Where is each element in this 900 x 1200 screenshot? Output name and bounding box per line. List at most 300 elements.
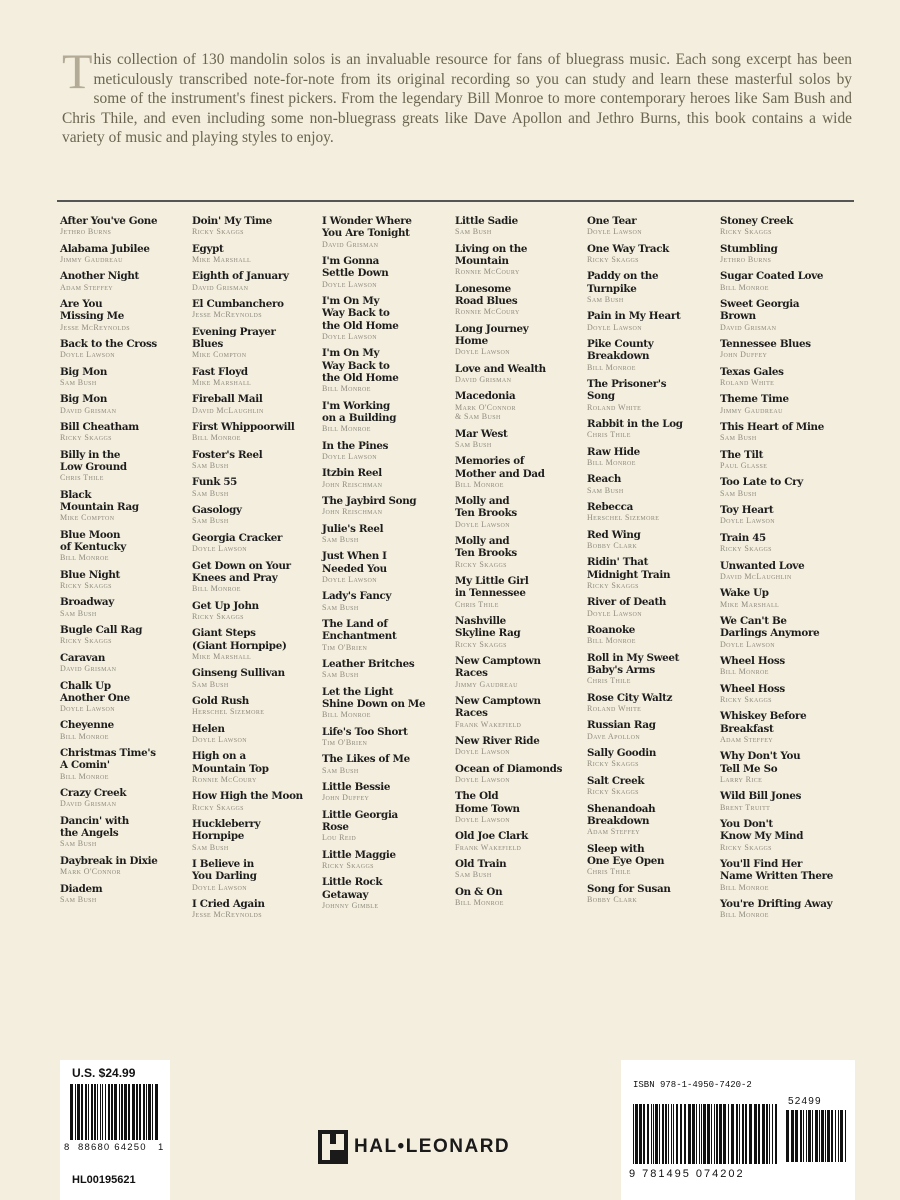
song-title: The Tilt <box>720 448 764 461</box>
barcode-bar <box>707 1104 710 1164</box>
song-artist: Doyle Lawson <box>322 331 377 341</box>
song-artist: Doyle Lawson <box>455 747 510 757</box>
song-title: Ridin' That Midnight Train <box>587 556 671 581</box>
song-title: Tennessee Blues <box>720 338 811 351</box>
song-title: Huckleberry Hornpipe <box>192 817 261 843</box>
barcode-bar <box>723 1104 726 1164</box>
song-entry <box>455 495 583 529</box>
song-artist: David McLaughlin <box>192 405 264 415</box>
song-entry <box>192 504 320 526</box>
song-artist: Bill Monroe <box>720 882 769 892</box>
song-title: Why Don't You Tell Me So <box>720 750 801 775</box>
song-artist: Bill Monroe <box>60 731 109 741</box>
barcode-bar <box>85 1084 87 1140</box>
song-title: Red Wing <box>587 528 641 541</box>
song-artist: Mark O'Connor <box>60 867 121 877</box>
price-label: U.S. $24.99 <box>72 1066 136 1080</box>
barcode-bar <box>665 1104 667 1164</box>
song-artist: Ricky Skaggs <box>60 636 112 646</box>
song-artist: Chris Thile <box>60 473 104 483</box>
song-artist: Doyle Lawson <box>322 574 377 584</box>
barcode-bar <box>91 1084 93 1140</box>
song-title: Are You Missing Me <box>60 298 125 323</box>
song-entry <box>60 652 188 674</box>
song-artist: Johnny Gimble <box>322 900 379 910</box>
song-entry <box>455 615 583 649</box>
song-artist: Frank Wakefield <box>455 842 522 852</box>
upc-digit-left: 8 <box>64 1142 71 1153</box>
song-entry <box>60 338 188 360</box>
song-artist: Doyle Lawson <box>60 704 115 714</box>
song-artist: Ricky Skaggs <box>322 860 374 870</box>
song-artist: Bill Monroe <box>322 384 371 394</box>
song-entry <box>720 393 848 415</box>
song-entry <box>322 347 450 393</box>
song-artist: Tim O'Brien <box>322 642 368 652</box>
song-title: Sally Goodin <box>587 747 657 760</box>
song-title: Big Mon <box>60 365 108 378</box>
song-entry <box>192 600 320 622</box>
song-entry <box>455 428 583 450</box>
barcode-bar <box>786 1110 789 1162</box>
upc-barcode <box>70 1084 160 1140</box>
song-entry <box>587 624 715 646</box>
barcode-bar <box>800 1110 802 1162</box>
song-entry <box>455 858 583 880</box>
song-entry <box>587 556 715 590</box>
divider-rule <box>57 200 854 202</box>
song-entry <box>60 855 188 877</box>
song-title: Molly and Ten Brooks <box>455 495 517 520</box>
song-title: My Little Girl in Tennessee <box>455 575 529 600</box>
song-artist: Sam Bush <box>60 839 97 849</box>
song-title: You'll Find Her Name Written There <box>720 857 833 883</box>
song-entry <box>720 750 848 784</box>
song-column <box>455 215 583 914</box>
song-artist: Bill Monroe <box>322 424 371 434</box>
song-title: Get Up John <box>192 599 259 612</box>
song-title: The Jaybird Song <box>322 494 417 507</box>
song-title: Get Down on Your Knees and Pray <box>192 559 291 584</box>
song-artist: Ricky Skaggs <box>720 842 772 852</box>
song-artist: Mike Marshall <box>192 378 252 388</box>
barcode-bar <box>668 1104 669 1164</box>
song-artist: Jesse McReynolds <box>192 910 262 920</box>
barcode-bar <box>81 1084 83 1140</box>
song-artist: Doyle Lawson <box>192 544 247 554</box>
song-artist: Frank Wakefield <box>455 719 522 729</box>
song-entry <box>587 446 715 468</box>
song-title: Texas Gales <box>720 365 784 378</box>
song-artist: Bill Monroe <box>720 910 769 920</box>
song-entry <box>192 790 320 812</box>
song-entry <box>720 790 848 812</box>
song-entry <box>322 658 450 680</box>
barcode-bar <box>703 1104 706 1164</box>
song-title: You Don't Know My Mind <box>720 817 804 843</box>
song-entry <box>322 809 450 843</box>
song-title: Eighth of January <box>192 270 289 283</box>
song-entry <box>720 615 848 649</box>
song-artist: Ronnie McCoury <box>192 774 257 784</box>
song-entry <box>587 652 715 686</box>
song-entry <box>60 529 188 563</box>
song-title: Black Mountain Rag <box>60 488 139 514</box>
song-entry <box>720 818 848 852</box>
song-entry <box>587 418 715 440</box>
song-artist: Ricky Skaggs <box>192 227 244 237</box>
song-entry <box>455 243 583 277</box>
song-entry <box>720 476 848 498</box>
song-artist: Ricky Skaggs <box>587 581 639 591</box>
barcode-bar <box>148 1084 151 1140</box>
song-title: High on a Mountain Top <box>192 750 269 775</box>
barcode-bar <box>146 1084 147 1140</box>
song-artist: Herschel Sizemore <box>192 707 265 717</box>
song-title: Let the Light Shine Down on Me <box>322 685 426 710</box>
song-title: Another Night <box>60 270 140 283</box>
barcode-bar <box>132 1084 135 1140</box>
barcode-bar <box>825 1110 826 1162</box>
song-artist: Ricky Skaggs <box>587 759 639 769</box>
song-artist: Chris Thile <box>455 599 499 609</box>
song-entry <box>60 270 188 292</box>
song-artist: Sam Bush <box>192 516 229 526</box>
song-artist: Ricky Skaggs <box>587 787 639 797</box>
song-title: Wake Up <box>720 587 769 600</box>
barcode-bar <box>819 1110 820 1162</box>
song-entry <box>60 298 188 332</box>
song-entry <box>587 529 715 551</box>
intro-text: his collection of 130 mandolin solos is an invaluable resource for fans of bluegrass music. Each song excerpt has been meticulously transcribed note-for-note from its original recording so you can study and learn these masterful solos by some of the instrument's finest pickers. From the legendary Bill Monroe to more contemporary heroes like Sam Bush and Chris Thile, and even including some non-bluegrass greats like Dave Apollon and Jethro Burns, this book contains a wide variety of music and playing styles to enjoy. <box>62 51 852 147</box>
song-title: Helen <box>192 722 225 735</box>
song-title: Stumbling <box>720 242 778 255</box>
song-artist: Mike Marshall <box>192 254 252 264</box>
song-artist: Mike Compton <box>192 350 247 360</box>
publisher-name: HAL•LEONARD <box>354 1136 511 1157</box>
song-artist: David Grisman <box>322 239 379 249</box>
song-entry <box>322 295 450 341</box>
barcode-bar <box>696 1104 697 1164</box>
song-title: Little Rock Getaway <box>322 876 383 901</box>
song-entry <box>192 858 320 892</box>
song-entry <box>322 523 450 545</box>
song-artist: John Duffey <box>720 350 768 360</box>
song-artist: Bill Monroe <box>455 898 504 908</box>
song-artist: Ronnie McCoury <box>455 267 520 277</box>
song-artist: Doyle Lawson <box>455 519 510 529</box>
song-artist: Sam Bush <box>192 461 229 471</box>
song-artist: Bill Monroe <box>587 636 636 646</box>
song-title: Gasology <box>192 504 242 517</box>
song-artist: David Grisman <box>60 405 117 415</box>
song-title: I'm Working on a Building <box>322 399 397 424</box>
song-title: Daybreak in Dixie <box>60 854 158 867</box>
barcode-bar <box>772 1104 773 1164</box>
song-column <box>60 215 188 910</box>
song-artist: Lou Reid <box>322 833 357 843</box>
barcode-bar <box>711 1104 712 1164</box>
song-entry <box>192 560 320 594</box>
song-artist: Jimmy Gaudreau <box>60 254 123 264</box>
song-title: Nashville Skyline Rag <box>455 615 521 640</box>
song-entry <box>192 215 320 237</box>
song-title: Too Late to Cry <box>720 476 803 489</box>
barcode-bar <box>121 1084 123 1140</box>
upc-digits: 88680 64250 <box>78 1142 147 1153</box>
barcode-bar <box>152 1084 153 1140</box>
barcode-bar <box>728 1104 729 1164</box>
song-title: Life's Too Short <box>322 725 408 738</box>
song-artist: Ricky Skaggs <box>587 254 639 264</box>
song-artist: Sam Bush <box>322 602 359 612</box>
barcode-bar <box>635 1104 638 1164</box>
song-artist: Sam Bush <box>60 378 97 388</box>
song-artist: Ricky Skaggs <box>720 694 772 704</box>
song-title: Crazy Creek <box>60 787 127 800</box>
song-title: Ginseng Sullivan <box>192 667 285 680</box>
song-title: Little Maggie <box>322 848 396 861</box>
song-title: Egypt <box>192 242 224 255</box>
song-title: Fireball Mail <box>192 393 263 406</box>
song-title: Billy in the Low Ground <box>60 448 127 474</box>
song-entry <box>322 550 450 584</box>
song-artist: David Grisman <box>60 799 117 809</box>
song-entry <box>192 366 320 388</box>
song-artist: Doyle Lawson <box>587 608 642 618</box>
song-artist: Ricky Skaggs <box>455 639 507 649</box>
barcode-bar <box>845 1110 846 1162</box>
song-entry <box>587 883 715 905</box>
song-entry <box>455 790 583 824</box>
song-artist: Chris Thile <box>587 867 631 877</box>
song-artist: Ronnie McCoury <box>455 307 520 317</box>
barcode-bar <box>653 1104 654 1164</box>
barcode-bar <box>143 1084 145 1140</box>
song-title: How High the Moon <box>192 790 303 803</box>
song-title: Evening Prayer Blues <box>192 325 276 351</box>
song-list <box>60 215 850 1005</box>
song-artist: Sam Bush <box>192 842 229 852</box>
song-title: Bugle Call Rag <box>60 624 143 637</box>
song-entry <box>322 753 450 775</box>
song-entry <box>60 215 188 237</box>
barcode-bar <box>75 1084 76 1140</box>
song-entry <box>455 886 583 908</box>
song-entry <box>720 215 848 237</box>
song-title: I'm On My Way Back to the Old Home <box>322 294 399 332</box>
song-title: Sleep with One Eye Open <box>587 842 665 867</box>
song-artist: Adam Steffey <box>587 827 641 837</box>
song-title: Rebecca <box>587 501 633 514</box>
barcode-bar <box>758 1104 760 1164</box>
song-entry <box>455 655 583 689</box>
barcode-bar <box>775 1104 777 1164</box>
song-entry <box>720 710 848 744</box>
barcode-bar <box>769 1104 770 1164</box>
song-entry <box>60 489 188 523</box>
isbn-label: ISBN 978-1-4950-7420-2 <box>633 1080 752 1090</box>
song-entry <box>587 747 715 769</box>
song-artist: Jethro Burns <box>720 254 772 264</box>
song-artist: Sam Bush <box>587 294 624 304</box>
song-title: We Can't Be Darlings Anymore <box>720 614 820 640</box>
song-title: Living on the Mountain <box>455 242 528 267</box>
song-artist: Sam Bush <box>455 227 492 237</box>
song-artist: Brent Truitt <box>720 802 771 812</box>
song-entry <box>322 495 450 517</box>
song-artist: Sam Bush <box>587 485 624 495</box>
song-title: River of Death <box>587 596 667 609</box>
song-column <box>192 215 320 926</box>
song-entry <box>322 590 450 612</box>
song-title: Roanoke <box>587 624 636 637</box>
song-artist: Sam Bush <box>322 670 359 680</box>
song-entry <box>455 390 583 421</box>
song-artist: Mike Marshall <box>720 599 780 609</box>
song-artist: Doyle Lawson <box>455 775 510 785</box>
barcode-bar <box>94 1084 96 1140</box>
song-artist: Chris Thile <box>587 430 631 440</box>
barcode-bar <box>808 1110 811 1162</box>
barcode-bar <box>815 1110 818 1162</box>
song-title: Sugar Coated Love <box>720 270 824 283</box>
song-artist: Bill Monroe <box>455 479 504 489</box>
song-entry <box>60 680 188 714</box>
song-artist: Doyle Lawson <box>720 516 775 526</box>
song-title: I Cried Again <box>192 897 265 910</box>
ean-barcode <box>633 1104 778 1164</box>
song-artist: Bill Monroe <box>720 282 769 292</box>
song-title: I Believe in You Darling <box>192 857 257 883</box>
barcode-bar <box>102 1084 103 1140</box>
song-title: I Wonder Where You Are Tonight <box>322 215 412 240</box>
song-artist: Ricky Skaggs <box>192 802 244 812</box>
song-title: One Tear <box>587 215 637 227</box>
song-title: This Heart of Mine <box>720 421 824 434</box>
song-title: You're Drifting Away <box>720 897 833 910</box>
song-artist: Doyle Lawson <box>720 639 775 649</box>
song-artist: Sam Bush <box>455 870 492 880</box>
song-artist: Dave Apollon <box>587 731 641 741</box>
barcode-bar <box>108 1084 110 1140</box>
song-title: Song for Susan <box>587 882 671 895</box>
song-artist: Adam Steffey <box>60 282 114 292</box>
barcode-bar <box>676 1104 678 1164</box>
song-entry <box>322 849 450 871</box>
song-entry <box>720 504 848 526</box>
barcode-bar <box>701 1104 702 1164</box>
song-entry <box>587 215 715 237</box>
barcode-bar <box>111 1084 113 1140</box>
song-artist: Bill Monroe <box>720 667 769 677</box>
song-title: Foster's Reel <box>192 448 263 461</box>
barcode-bar <box>742 1104 744 1164</box>
barcode-bar <box>838 1110 839 1162</box>
song-title: Russian Rag <box>587 719 656 732</box>
song-artist: Herschel Sizemore <box>587 513 660 523</box>
song-entry <box>455 323 583 357</box>
song-title: Wild Bill Jones <box>720 790 802 803</box>
barcode-bar <box>100 1084 101 1140</box>
barcode-bar <box>736 1104 738 1164</box>
song-title: Raw Hide <box>587 445 640 458</box>
song-title: Unwanted Love <box>720 559 805 572</box>
song-entry <box>587 310 715 332</box>
song-column <box>587 215 715 910</box>
song-entry <box>192 421 320 443</box>
barcode-bar <box>651 1104 652 1164</box>
song-entry <box>587 719 715 741</box>
barcode-bar <box>739 1104 740 1164</box>
song-entry <box>192 818 320 852</box>
song-entry <box>455 695 583 729</box>
song-artist: Bill Monroe <box>587 458 636 467</box>
song-title: Rose City Waltz <box>587 691 673 704</box>
hl-code: HL00195621 <box>72 1174 136 1186</box>
song-title: New Camptown Races <box>455 695 541 720</box>
song-artist: Ricky Skaggs <box>720 227 772 237</box>
song-title: Molly and Ten Brooks <box>455 535 517 560</box>
song-title: Big Mon <box>60 393 108 406</box>
song-entry <box>192 898 320 920</box>
song-entry <box>720 421 848 443</box>
song-entry <box>587 378 715 412</box>
song-entry <box>587 692 715 714</box>
song-title: Ocean of Diamonds <box>455 762 563 775</box>
song-title: Little Bessie <box>322 780 391 793</box>
song-entry <box>455 283 583 317</box>
song-title: Back to the Cross <box>60 338 157 351</box>
song-title: Wheel Hoss <box>720 654 785 667</box>
song-entry <box>322 400 450 434</box>
song-entry <box>720 587 848 609</box>
song-entry <box>192 449 320 471</box>
song-entry <box>192 723 320 745</box>
song-title: Lonesome Road Blues <box>455 282 518 307</box>
barcode-bar <box>114 1084 117 1140</box>
song-entry <box>60 624 188 646</box>
song-title: Lady's Fancy <box>322 590 392 603</box>
barcode-bar <box>88 1084 89 1140</box>
isbn-barcode-panel <box>621 1060 855 1200</box>
song-title: Theme Time <box>720 393 789 406</box>
song-entry <box>192 393 320 415</box>
song-artist: Ricky Skaggs <box>60 581 112 591</box>
song-title: Mar West <box>455 427 508 440</box>
song-entry <box>192 326 320 360</box>
song-title: The Prisoner's Song <box>587 378 667 403</box>
song-entry <box>587 243 715 265</box>
song-title: Little Sadie <box>455 215 518 227</box>
barcode-bar <box>821 1110 824 1162</box>
song-artist: Doyle Lawson <box>587 322 642 332</box>
barcode-bar <box>70 1084 73 1140</box>
barcode-bar <box>659 1104 660 1164</box>
song-artist: David Grisman <box>720 322 777 332</box>
song-entry <box>587 501 715 523</box>
song-entry <box>455 455 583 489</box>
song-artist: Bill Monroe <box>60 771 109 781</box>
song-artist: Sam Bush <box>60 608 97 618</box>
song-entry <box>192 298 320 320</box>
song-title: Sweet Georgia Brown <box>720 298 800 323</box>
song-artist: Ricky Skaggs <box>455 559 507 569</box>
song-artist: Sam Bush <box>192 679 229 689</box>
song-title: Bill Cheatham <box>60 421 139 434</box>
song-entry <box>60 449 188 483</box>
song-entry <box>720 298 848 332</box>
